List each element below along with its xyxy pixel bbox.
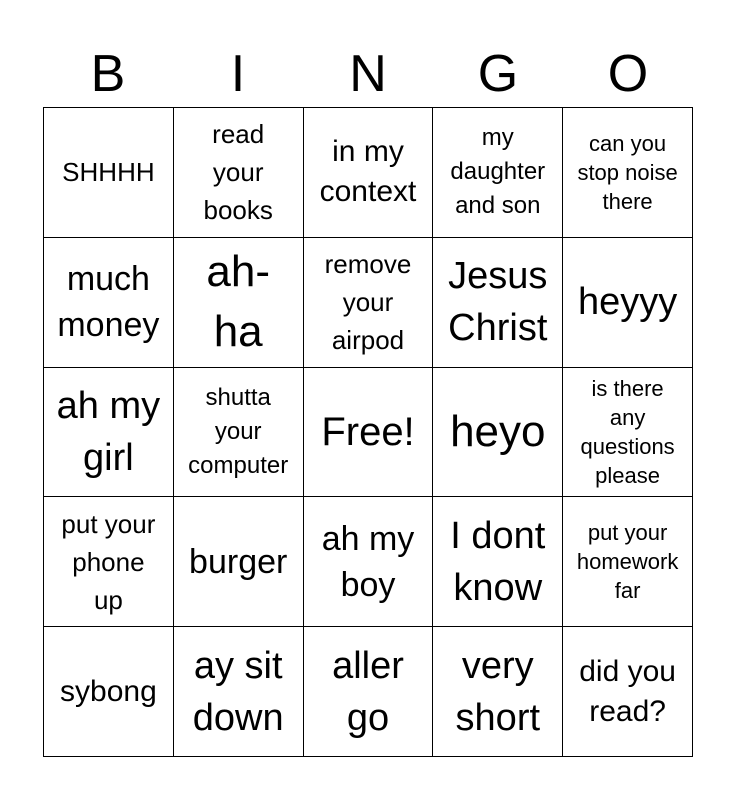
- cell-text: read your books: [203, 119, 273, 226]
- cell-text: shutta your computer: [188, 383, 289, 479]
- header-letter-o: O: [607, 45, 649, 103]
- free-space-text: Free!: [321, 409, 415, 454]
- header-letter-g: G: [477, 45, 519, 103]
- bingo-header: [43, 40, 693, 108]
- bingo-cell[interactable]: [174, 368, 304, 498]
- cell-text: my daughter and son: [450, 124, 546, 220]
- cell-text: aller go: [332, 644, 404, 739]
- cell-text: in my context: [319, 135, 417, 209]
- bingo-cell[interactable]: [44, 238, 174, 368]
- header-letter-n: N: [349, 45, 387, 103]
- bingo-cell[interactable]: [174, 627, 304, 757]
- cell-text: put your phone up: [61, 508, 156, 615]
- cell-text: heyyy: [577, 281, 678, 324]
- cell-text: sybong: [60, 674, 157, 708]
- bingo-cell[interactable]: [563, 627, 693, 757]
- cell-text: SHHHH: [62, 157, 155, 188]
- cell-text: did you read?: [579, 654, 676, 728]
- cell-text: can you stop noise there: [577, 130, 678, 214]
- bingo-cell[interactable]: [433, 368, 563, 498]
- bingo-cell[interactable]: [44, 627, 174, 757]
- cell-text: remove your airpod: [324, 249, 412, 356]
- cell-text: much money: [57, 260, 160, 345]
- header-letter-i: I: [230, 45, 246, 103]
- bingo-cell[interactable]: [563, 238, 693, 368]
- cell-text: ah my boy: [321, 519, 415, 604]
- bingo-cell[interactable]: [433, 238, 563, 368]
- bingo-card: [43, 107, 693, 757]
- cell-text: ay sit down: [192, 644, 284, 739]
- cell-text: put your homework far: [576, 520, 679, 604]
- cell-text: burger: [189, 542, 288, 581]
- cell-text: I dont know: [450, 514, 546, 609]
- cell-text: Jesus Christ: [448, 255, 548, 350]
- bingo-cell[interactable]: [44, 368, 174, 498]
- cell-text: ah my girl: [56, 384, 161, 479]
- bingo-cell[interactable]: [304, 238, 434, 368]
- cell-text: heyo: [450, 406, 546, 456]
- bingo-cell[interactable]: [433, 108, 563, 238]
- free-space-cell[interactable]: [304, 368, 434, 498]
- bingo-cell[interactable]: [174, 238, 304, 368]
- bingo-cell[interactable]: [433, 497, 563, 627]
- bingo-cell[interactable]: [304, 108, 434, 238]
- header-letter-b: B: [90, 45, 126, 103]
- cell-text: is there any questions please: [580, 375, 675, 488]
- bingo-cell[interactable]: [563, 497, 693, 627]
- cell-text: ah- ha: [206, 247, 270, 357]
- bingo-cell[interactable]: [174, 497, 304, 627]
- bingo-cell[interactable]: [174, 108, 304, 238]
- bingo-cell[interactable]: [44, 108, 174, 238]
- cell-text: very short: [455, 644, 541, 739]
- bingo-cell[interactable]: [44, 497, 174, 627]
- bingo-cell[interactable]: [304, 627, 434, 757]
- bingo-cell[interactable]: [304, 497, 434, 627]
- bingo-cell[interactable]: [563, 108, 693, 238]
- bingo-cell[interactable]: [433, 627, 563, 757]
- bingo-cell[interactable]: [563, 368, 693, 498]
